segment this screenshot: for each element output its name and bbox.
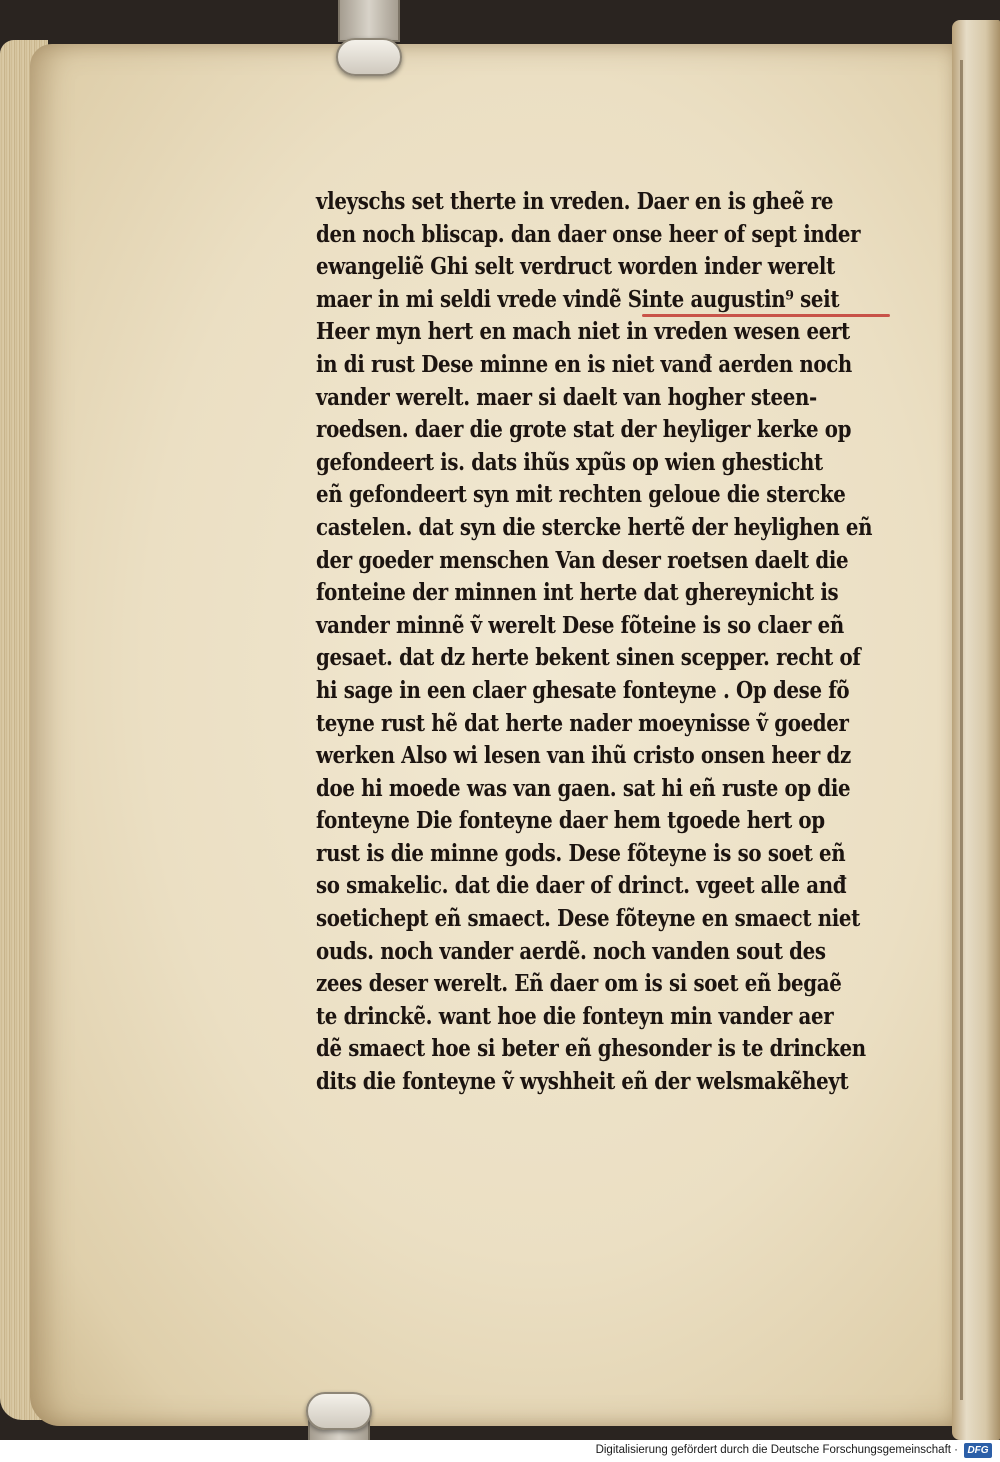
text-line: vander werelt. maer si daelt van hogher steen- xyxy=(316,383,817,411)
dfg-logo: DFG xyxy=(964,1443,992,1458)
text-line: fonteine der minnen int herte dat ghereynicht is xyxy=(316,579,839,607)
text-line: werken Also wi lesen van ihũ cristo onsen heer dz xyxy=(316,742,851,770)
text-line: ouds. noch vander aerdẽ. noch vanden sout des xyxy=(316,937,826,965)
glass-clip-top xyxy=(336,38,402,76)
footer-bar xyxy=(0,1440,1000,1462)
text-line: dẽ smaect hoe si beter eñ ghesonder is te drincken xyxy=(316,1035,866,1063)
funding-credit: Digitalisierung gefördert durch die Deutsche Forschungsgemeinschaft · xyxy=(595,1444,958,1456)
text-line: roedsen. daer die grote stat der heyliger kerke op xyxy=(316,416,852,444)
text-line: maer in mi seldi vrede vindẽ Sinte augustin⁹ seit xyxy=(316,285,840,313)
text-line: rust is die minne gods. Dese fõteyne is so soet eñ xyxy=(316,839,846,867)
text-line: der goeder menschen Van deser roetsen daelt die xyxy=(316,546,849,574)
text-line: gesaet. dat dz herte bekent sinen scepper. recht of xyxy=(316,644,861,672)
text-line: so smakelic. dat die daer of drinct. vgeet alle anđ xyxy=(316,872,847,900)
text-line: zees deser werelt. Eñ daer om is si soet eñ begaẽ xyxy=(316,970,842,998)
text-line: den noch bliscap. dan daer onse heer of sept inder xyxy=(316,220,861,248)
book-binding-edge xyxy=(952,20,1000,1440)
red-underline-mark xyxy=(642,314,890,317)
glass-clip-bottom xyxy=(306,1392,372,1430)
text-line: fonteyne Die fonteyne daer hem tgoede hert op xyxy=(316,807,825,835)
text-line: soetichept eñ smaect. Dese fõteyne en smaect niet xyxy=(316,905,860,933)
text-line: dits die fonteyne ṽ wyshheit eñ der welsmakẽheyt xyxy=(316,1068,849,1096)
text-line: in di rust Dese minne en is niet vanđ aerden noch xyxy=(316,350,852,378)
text-line: eñ gefondeert syn mit rechten geloue die stercke xyxy=(316,481,846,509)
text-line: vleyschs set therte in vreden. Daer en is gheẽ re xyxy=(316,188,834,215)
text-line: te drinckẽ. want hoe die fonteyn min vander aer xyxy=(316,1002,834,1030)
text-line: castelen. dat syn die stercke hertẽ der heylighen eñ xyxy=(316,513,873,541)
text-line: vander minnẽ ṽ werelt Dese fõteine is so claer eñ xyxy=(316,611,844,639)
text-line: Heer myn hert en mach niet in vreden wesen eert xyxy=(316,318,850,346)
text-line: ewangeliẽ Ghi selt verdruct worden inder werelt xyxy=(316,253,835,281)
text-line: teyne rust hẽ dat herte nader moeynisse ṽ goeder xyxy=(316,709,849,737)
text-line: hi sage in een claer ghesate fonteyne . Op dese fõ xyxy=(316,676,850,704)
text-line: doe hi moede was van gaen. sat hi eñ ruste op die xyxy=(316,774,851,802)
blackletter-text-block xyxy=(316,186,876,1099)
glass-clip-stem-top xyxy=(338,0,400,42)
text-line: gefondeert is. dats ihũs xpũs op wien ghesticht xyxy=(316,448,823,476)
